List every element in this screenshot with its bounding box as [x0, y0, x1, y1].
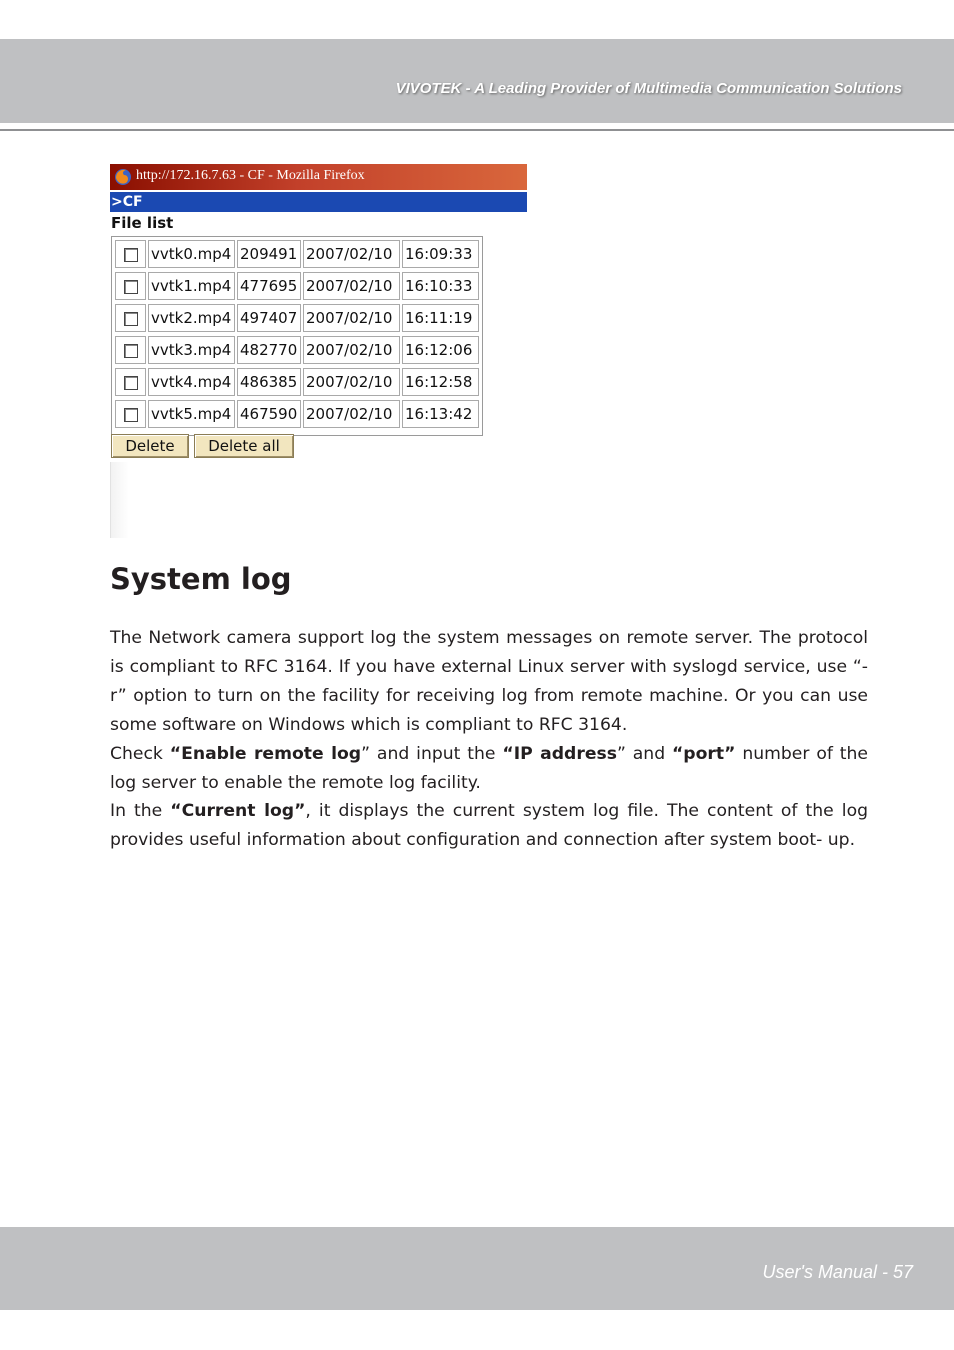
- window-title: http://172.16.7.63 - CF - Mozilla Firefox: [136, 168, 365, 183]
- page-number: User's Manual - 57: [762, 1262, 913, 1282]
- browser-screenshot: [110, 164, 528, 538]
- file-list-label: File list: [111, 214, 174, 232]
- file-date: 2007/02/10: [303, 336, 400, 364]
- delete-button[interactable]: Delete: [111, 434, 189, 458]
- section-bar: [110, 192, 527, 212]
- checkbox-cell: [115, 400, 146, 428]
- file-checkbox[interactable]: [124, 280, 138, 294]
- bold-current-log: “Current log”: [170, 801, 306, 822]
- body-text: [110, 624, 868, 855]
- file-size: 497407: [237, 304, 301, 332]
- checkbox-cell: [115, 240, 146, 268]
- file-date: 2007/02/10: [303, 304, 400, 332]
- text-run: Check: [110, 743, 170, 764]
- file-size: 486385: [237, 368, 301, 396]
- file-time: 16:12:06: [402, 336, 479, 364]
- file-date: 2007/02/10: [303, 400, 400, 428]
- frame-edge: [110, 462, 129, 538]
- section-title: System log: [110, 562, 292, 596]
- file-date: 2007/02/10: [303, 368, 400, 396]
- checkbox-cell: [115, 336, 146, 364]
- checkbox-cell: [115, 304, 146, 332]
- bold-ip-address: “IP address: [502, 743, 617, 764]
- checkbox-cell: [115, 368, 146, 396]
- file-name: vvtk3.mp4: [148, 336, 235, 364]
- delete-all-button[interactable]: Delete all: [194, 434, 294, 458]
- file-size: 209491: [237, 240, 301, 268]
- file-time: 16:12:58: [402, 368, 479, 396]
- file-name: vvtk0.mp4: [148, 240, 235, 268]
- header-tagline: VIVOTEK - A Leading Provider of Multimedia Communication Solutions: [395, 80, 902, 97]
- browser-titlebar: [110, 164, 527, 190]
- header-divider: [0, 129, 954, 131]
- file-name: vvtk1.mp4: [148, 272, 235, 300]
- file-checkbox[interactable]: [124, 248, 138, 262]
- file-size: 477695: [237, 272, 301, 300]
- file-time: 16:09:33: [402, 240, 479, 268]
- text-run: number of the log server to enable the remote log facility.: [110, 743, 869, 793]
- paragraph-protocol: The Network camera support log the system messages on remote server. The protocol is compliant to RFC 3164. If you have external Linux server with syslogd service, use “-r” option to turn on the facility for receiving log from remote machine. Or you can use some software on Windows which is compliant to RFC 3164.: [110, 628, 868, 735]
- text-run: , it displays the current system log file. The content of the log provides useful information about configuration and connection after system boot- up.: [110, 801, 868, 851]
- file-checkbox[interactable]: [124, 344, 138, 358]
- file-list-table: [111, 236, 483, 436]
- paragraph-current-log: [110, 797, 868, 855]
- checkbox-cell: [115, 272, 146, 300]
- text-run: ” and input the: [361, 743, 503, 764]
- section-bar-label: >CF: [111, 194, 143, 210]
- file-time: 16:10:33: [402, 272, 479, 300]
- file-checkbox[interactable]: [124, 408, 138, 422]
- file-checkbox[interactable]: [124, 376, 138, 390]
- file-name: vvtk4.mp4: [148, 368, 235, 396]
- file-date: 2007/02/10: [303, 272, 400, 300]
- firefox-icon: [114, 168, 132, 186]
- file-time: 16:11:19: [402, 304, 479, 332]
- file-size: 482770: [237, 336, 301, 364]
- file-date: 2007/02/10: [303, 240, 400, 268]
- bold-enable-remote-log: “Enable remote log: [169, 743, 362, 764]
- paragraph-enable-remote: [110, 740, 868, 798]
- file-size: 467590: [237, 400, 301, 428]
- text-run: ” and: [616, 743, 673, 764]
- file-checkbox[interactable]: [124, 312, 138, 326]
- file-name: vvtk5.mp4: [148, 400, 235, 428]
- text-run: In the: [110, 801, 171, 822]
- file-name: vvtk2.mp4: [148, 304, 235, 332]
- file-time: 16:13:42: [402, 400, 479, 428]
- bold-port: “port”: [672, 743, 736, 764]
